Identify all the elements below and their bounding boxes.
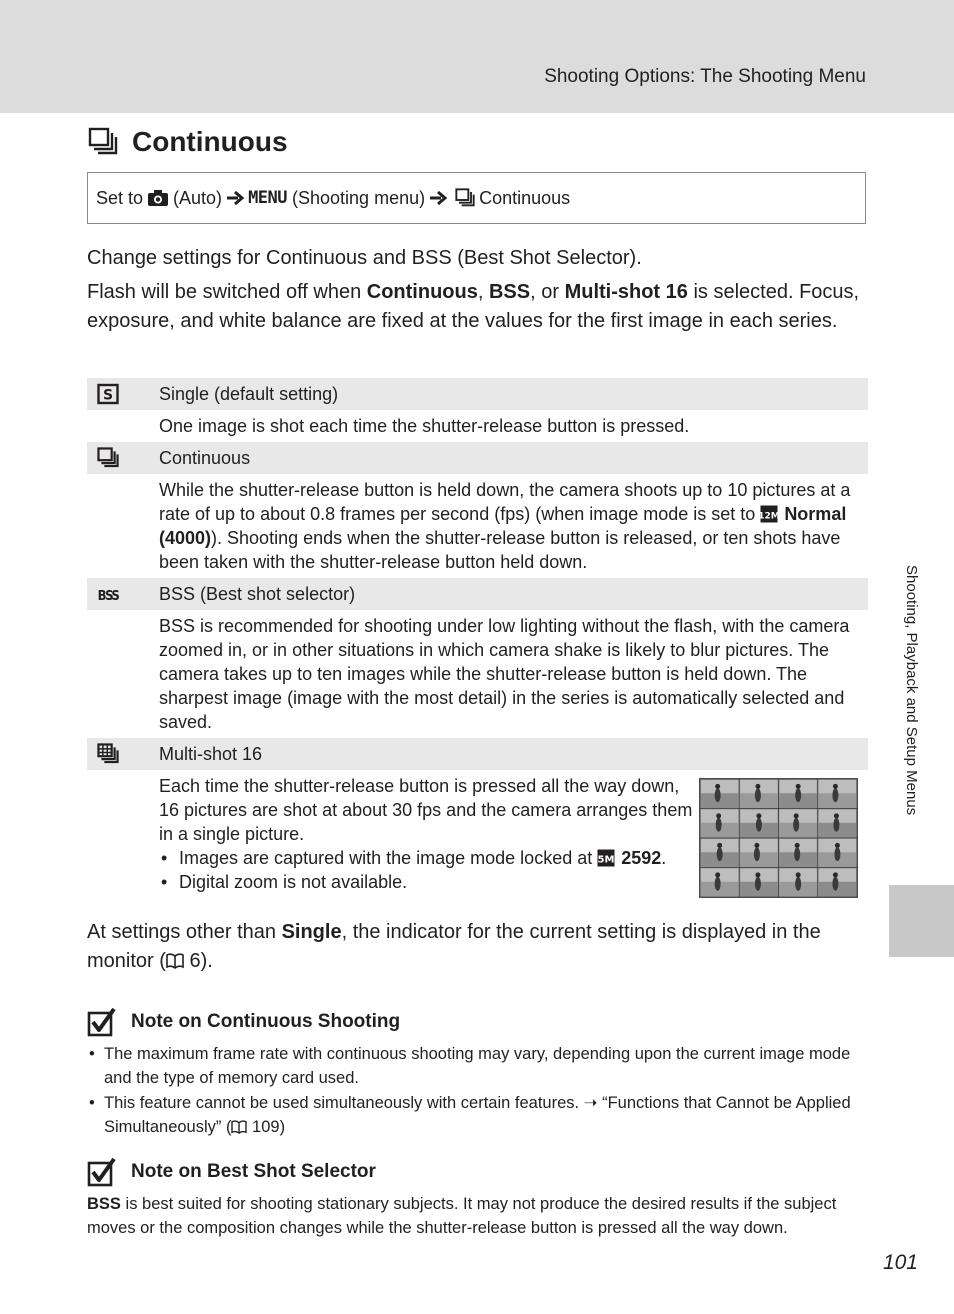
note-best-shot-selector <box>87 1156 867 1240</box>
option-description <box>87 410 868 442</box>
camera-icon <box>147 189 169 207</box>
option-bold: Normal (4000) <box>159 504 847 548</box>
option-text: One image is shot each time the shutter-release button is pressed. <box>159 416 690 436</box>
svg-text:S: S <box>102 387 114 404</box>
image-mode-normal-icon <box>758 505 781 523</box>
option-text: Images are captured with the image mode locked at <box>179 848 598 868</box>
option-description <box>87 474 868 578</box>
page-number: 101 <box>882 1251 918 1274</box>
option-label: BSS (Best shot selector) <box>159 583 356 604</box>
page-title: Continuous <box>132 126 288 157</box>
intro-text: Flash will be switched off when <box>87 281 367 303</box>
intro-bold: Multi-shot 16 <box>564 281 688 303</box>
body-text: 6). <box>183 950 213 972</box>
path-auto: (Auto) <box>173 187 223 208</box>
single-icon <box>97 383 119 405</box>
arrow-right-icon <box>429 191 447 205</box>
note-text: This feature cannot be used simultaneously with certain features. ➝ “Functions that Cannot be Applied Simultaneously” ( <box>104 1094 851 1136</box>
path-continuous: Continuous <box>479 187 571 208</box>
continuous-icon <box>455 188 475 208</box>
svg-text:BSS: BSS <box>97 589 119 604</box>
intro-bold: BSS <box>488 281 531 303</box>
svg-text:5M: 5M <box>597 854 615 866</box>
options-table <box>87 378 868 898</box>
svg-text:12M: 12M <box>758 511 781 522</box>
side-tab <box>889 885 954 957</box>
intro-text: Change settings for Continuous and BSS (Best Shot Selector). <box>87 247 642 269</box>
option-bold: 2592 <box>621 848 662 868</box>
option-label: Continuous <box>159 447 251 468</box>
option-text: . <box>661 848 667 868</box>
option-description <box>87 770 868 898</box>
option-bss-row <box>87 578 868 610</box>
body-text: At settings other than <box>87 921 282 943</box>
bullet-item <box>159 870 699 894</box>
intro-line1 <box>87 244 867 273</box>
multishot-icon <box>97 743 119 765</box>
note-text: The maximum frame rate with continuous shooting may vary, depending upon the current image mode and the type of memory card used. <box>104 1045 851 1087</box>
checkmark-note-icon <box>87 1157 117 1187</box>
book-icon <box>166 953 184 969</box>
option-continuous-row <box>87 442 868 474</box>
path-set-to: Set to <box>96 187 144 208</box>
continuous-icon <box>88 127 118 157</box>
note-continuous-shooting <box>87 1006 867 1140</box>
header-band <box>0 0 954 113</box>
option-multishot-row <box>87 738 868 770</box>
intro-text: , <box>477 281 489 303</box>
option-single-row <box>87 378 868 410</box>
option-label: Single (default setting) <box>159 383 339 404</box>
intro-bold: Continuous <box>366 281 478 303</box>
intro-text: , or <box>530 281 565 303</box>
continuous-icon <box>97 447 119 469</box>
image-mode-5m-icon <box>597 849 615 867</box>
path-menu-word: MENU <box>248 188 288 208</box>
side-section-label: Shooting, Playback and Setup Menus <box>903 565 920 816</box>
note-text: 109) <box>247 1118 286 1136</box>
indicator-paragraph <box>87 918 867 976</box>
option-text: Each time the shutter-release button is pressed all the way down, 16 pictures are shot at about 30 fps and the camera arranges them in a single picture. <box>159 776 693 844</box>
body-text: , the indicator for the current setting is displayed in the monitor ( <box>87 921 821 972</box>
option-text: Digital zoom is not available. <box>179 872 408 892</box>
option-description <box>87 610 868 738</box>
option-text: BSS is recommended for shooting under low lighting without the flash, with the camera zoomed in, or in other situations in which camera shake is likely to blur pictures. The camera takes up to ten images while the shutter-release button is held down. The sharpest image (image with the most detail) in the series is automatically selected and saved. <box>159 616 850 732</box>
option-text: While the shutter-release button is held down, the camera shoots up to 10 pictures at a rate of up to about 0.8 frames per second (fps) (when image mode is set to <box>159 480 851 524</box>
intro-paragraph <box>87 278 867 336</box>
bss-icon <box>97 583 119 605</box>
bullet-item <box>159 846 699 870</box>
body-bold: Single <box>281 921 342 943</box>
bullet-item <box>87 1042 867 1090</box>
note-text: is best suited for shooting stationary subjects. It may not produce the desired results if the subject moves or the composition changes while the shutter-release button is pressed all the way down. <box>87 1195 837 1237</box>
section-title: Shooting Options: The Shooting Menu <box>544 66 866 87</box>
path-shooting-menu: (Shooting menu) <box>292 187 426 208</box>
book-icon <box>231 1120 247 1134</box>
page-heading <box>88 122 288 162</box>
note-title: Note on Continuous Shooting <box>131 1011 401 1032</box>
bullet-item <box>87 1091 867 1139</box>
arrow-right-icon <box>226 191 244 205</box>
note-title: Note on Best Shot Selector <box>131 1161 376 1182</box>
checkmark-note-icon <box>87 1007 117 1037</box>
option-text: ). Shooting ends when the shutter-release button is released, or ten shots have been taken with the shutter-release button held down. <box>159 528 841 572</box>
option-label: Multi-shot 16 <box>159 743 263 764</box>
intro-text: is selected. Focus, exposure, and white balance are fixed at the values for the first image in each series. <box>87 281 860 332</box>
multishot-sample-image <box>699 778 858 898</box>
note-bold: BSS <box>87 1195 121 1213</box>
menu-path-box <box>87 172 866 224</box>
